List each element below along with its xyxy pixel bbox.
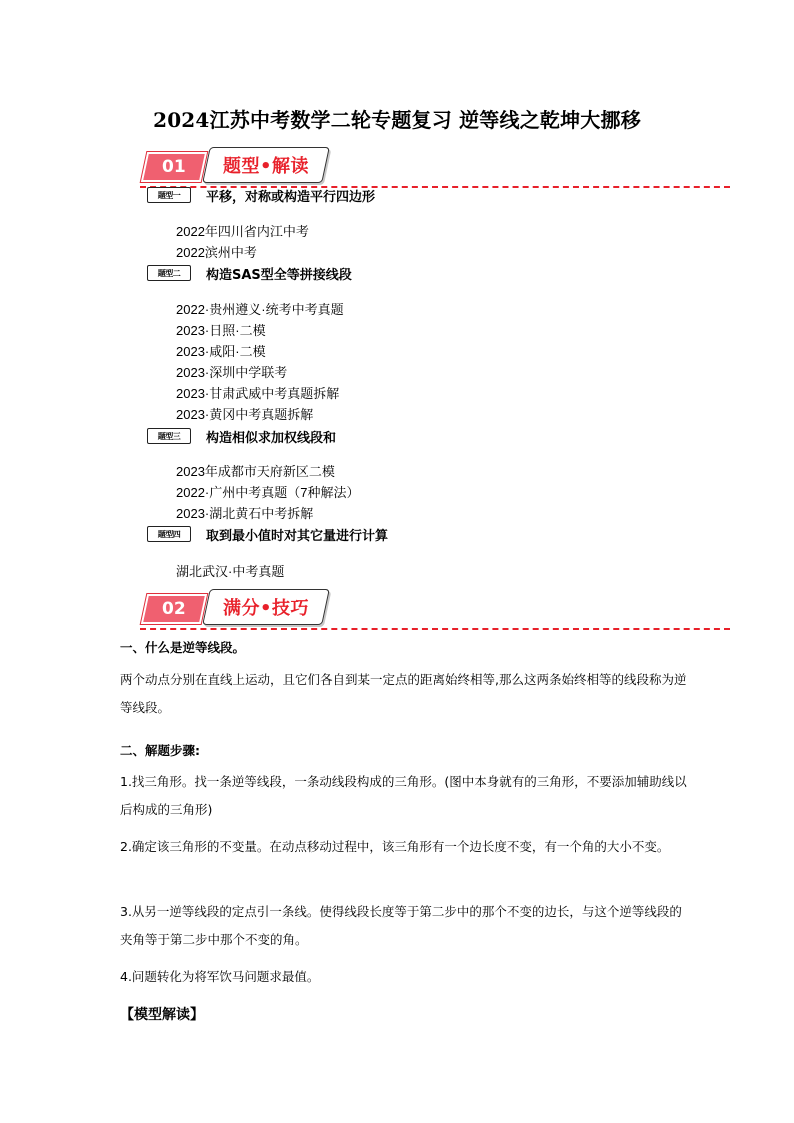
list-item: 2023·深圳中学联考 — [176, 365, 288, 380]
type-title-2: 构造SAS型全等拼接线段 — [206, 267, 352, 283]
type-title-1: 平移，对称或构造平行四边形 — [206, 189, 376, 205]
type-title-3: 构造相似求加权线段和 — [206, 430, 337, 446]
list-item: 2023·咸阳·二模 — [176, 344, 266, 359]
step-paragraph-1: 1.找三角形。找一条逆等线段，一条动线段构成的三角形。(图中本身就有的三角形，不要添加辅助线以后构成的三角形) — [120, 774, 687, 817]
step-paragraph-4: 4.问题转化为将军饮马问题求最值。 — [120, 969, 320, 984]
list-item: 2022滨州中考 — [176, 245, 257, 260]
list-item: 2023年成都市天府新区二模 — [176, 464, 335, 479]
list-item: 2023·黄冈中考真题拆解 — [176, 407, 314, 422]
list-item: 2022·广州中考真题（7种解法） — [176, 485, 360, 500]
type-row-4 — [147, 524, 388, 544]
type-title-4: 取到最小值时对其它量进行计算 — [206, 528, 389, 544]
banner-label-02: 满分•技巧 — [202, 589, 330, 625]
section-heading-2: 二、解题步骤: — [120, 743, 200, 758]
page-title: 2024江苏中考数学二轮专题复习 逆等线之乾坤大挪移 — [153, 108, 641, 132]
definition-paragraph: 两个动点分别在直线上运动，且它们各自到某一定点的距离始终相等,那么这两条始终相等的线段称为逆等线段。 — [120, 672, 687, 715]
list-item: 2022年四川省内江中考 — [176, 224, 309, 239]
type-tag-1: 题型一 — [147, 187, 191, 203]
list-item: 2023·日照·二模 — [176, 323, 266, 338]
step-paragraph-2: 2.确定该三角形的不变量。在动点移动过程中，该三角形有一个边长度不变，有一个角的大小不变。 — [120, 839, 670, 854]
banner-number-02: 02 — [141, 594, 207, 624]
type-row-3 — [147, 426, 336, 446]
list-item: 湖北武汉·中考真题 — [176, 564, 285, 579]
type-row-1 — [147, 185, 375, 205]
list-item: 2022·贵州遵义·统考中考真题 — [176, 302, 344, 317]
section-banner-02 — [140, 588, 730, 638]
banner-divider-02 — [140, 628, 730, 630]
type-tag-3: 题型三 — [147, 428, 191, 444]
section-heading-1: 一、什么是逆等线段。 — [120, 640, 246, 655]
type-row-2 — [147, 263, 352, 283]
list-item: 2023·湖北黄石中考拆解 — [176, 506, 314, 521]
banner-label-01: 题型•解读 — [202, 147, 330, 183]
type-tag-4: 题型四 — [147, 526, 191, 542]
banner-number-01: 01 — [141, 152, 207, 182]
list-item: 2023·甘肃武威中考真题拆解 — [176, 386, 340, 401]
type-tag-2: 题型二 — [147, 265, 191, 281]
model-reading-heading: 【模型解读】 — [120, 1006, 204, 1022]
step-paragraph-3: 3.从另一逆等线段的定点引一条线。使得线段长度等于第二步中的那个不变的边长，与这个逆等线段的夹角等于第二步中那个不变的角。 — [120, 904, 682, 947]
